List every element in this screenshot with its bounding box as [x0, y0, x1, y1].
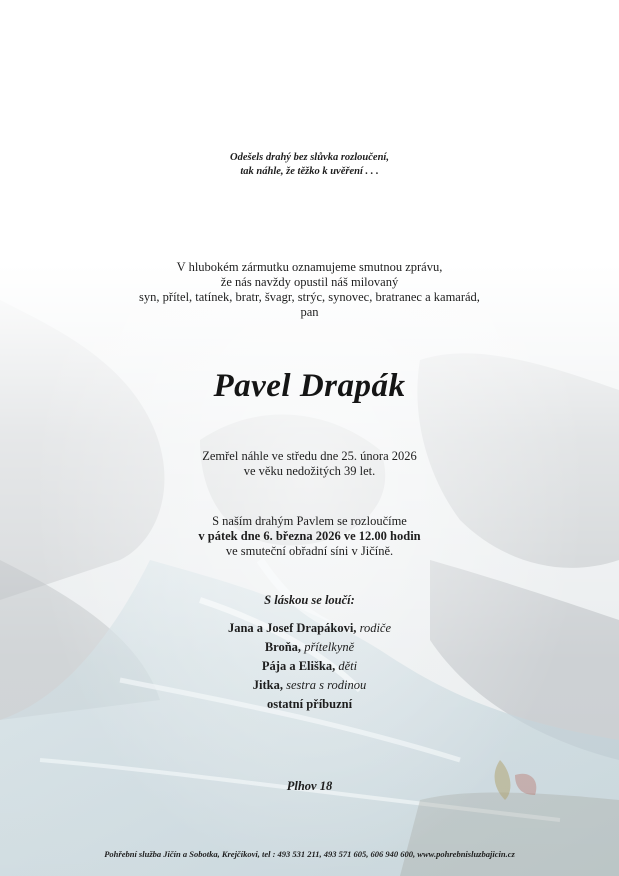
- motto-line-1: Odešels drahý bez slůvka rozloučení,: [230, 152, 389, 163]
- mourner-relation: rodiče: [359, 621, 392, 635]
- mourner-name: Jitka,: [252, 678, 283, 692]
- ceremony-info: [0, 514, 619, 559]
- mourner-item: [0, 657, 619, 676]
- family-address: Plhov 18: [286, 779, 333, 793]
- motto-line-2: tak náhle, že těžko k uvěření . . .: [240, 166, 379, 177]
- mourner-relation: přítelkyně: [304, 640, 355, 654]
- ceremony-location: ve smuteční obřadní síni v Jičíně.: [225, 544, 394, 558]
- mourner-name: Pája a Eliška,: [261, 659, 336, 673]
- intro-line-3: syn, přítel, tatínek, bratr, švagr, strýc, synovec, bratranec a kamarád,: [139, 290, 480, 304]
- announcement-intro: [0, 260, 619, 320]
- ceremony-line-1: S naším drahým Pavlem se rozloučíme: [212, 514, 407, 528]
- mourner-name: ostatní příbuzní: [266, 697, 353, 711]
- death-line-1: Zemřel náhle ve středu dne 25. února 2026: [202, 449, 417, 463]
- mourner-item: [0, 695, 619, 714]
- mourner-item: [0, 676, 619, 695]
- deceased-name: Pavel Drapák: [213, 368, 406, 404]
- motto-verse: [0, 151, 619, 179]
- intro-line-4: pan: [300, 305, 319, 319]
- mourner-name: Jana a Josef Drapákovi,: [227, 621, 357, 635]
- death-line-2: ve věku nedožitých 39 let.: [243, 464, 376, 478]
- corner-mark: ·: [591, 853, 593, 859]
- mourner-item: [0, 638, 619, 657]
- intro-line-2: že nás navždy opustil náš milovaný: [220, 275, 399, 289]
- ceremony-date: v pátek dne 6. března 2026 ve 12.00 hodin: [198, 529, 421, 543]
- mourners-list: [0, 619, 619, 714]
- intro-line-1: V hlubokém zármutku oznamujeme smutnou zprávu,: [176, 260, 443, 274]
- mourner-relation: děti: [338, 659, 358, 673]
- mourner-item: [0, 619, 619, 638]
- death-info: [0, 449, 619, 479]
- farewell-heading: S láskou se loučí:: [264, 593, 355, 607]
- funeral-service-footer: Pohřební služba Jičín a Sobotka, Krejčíkovi, tel : 493 531 211, 493 571 605, 606 940 600, www.pohrebnisluzbajicin.cz: [104, 849, 515, 859]
- mourner-relation: sestra s rodinou: [286, 678, 367, 692]
- mourner-name: Broňa,: [264, 640, 302, 654]
